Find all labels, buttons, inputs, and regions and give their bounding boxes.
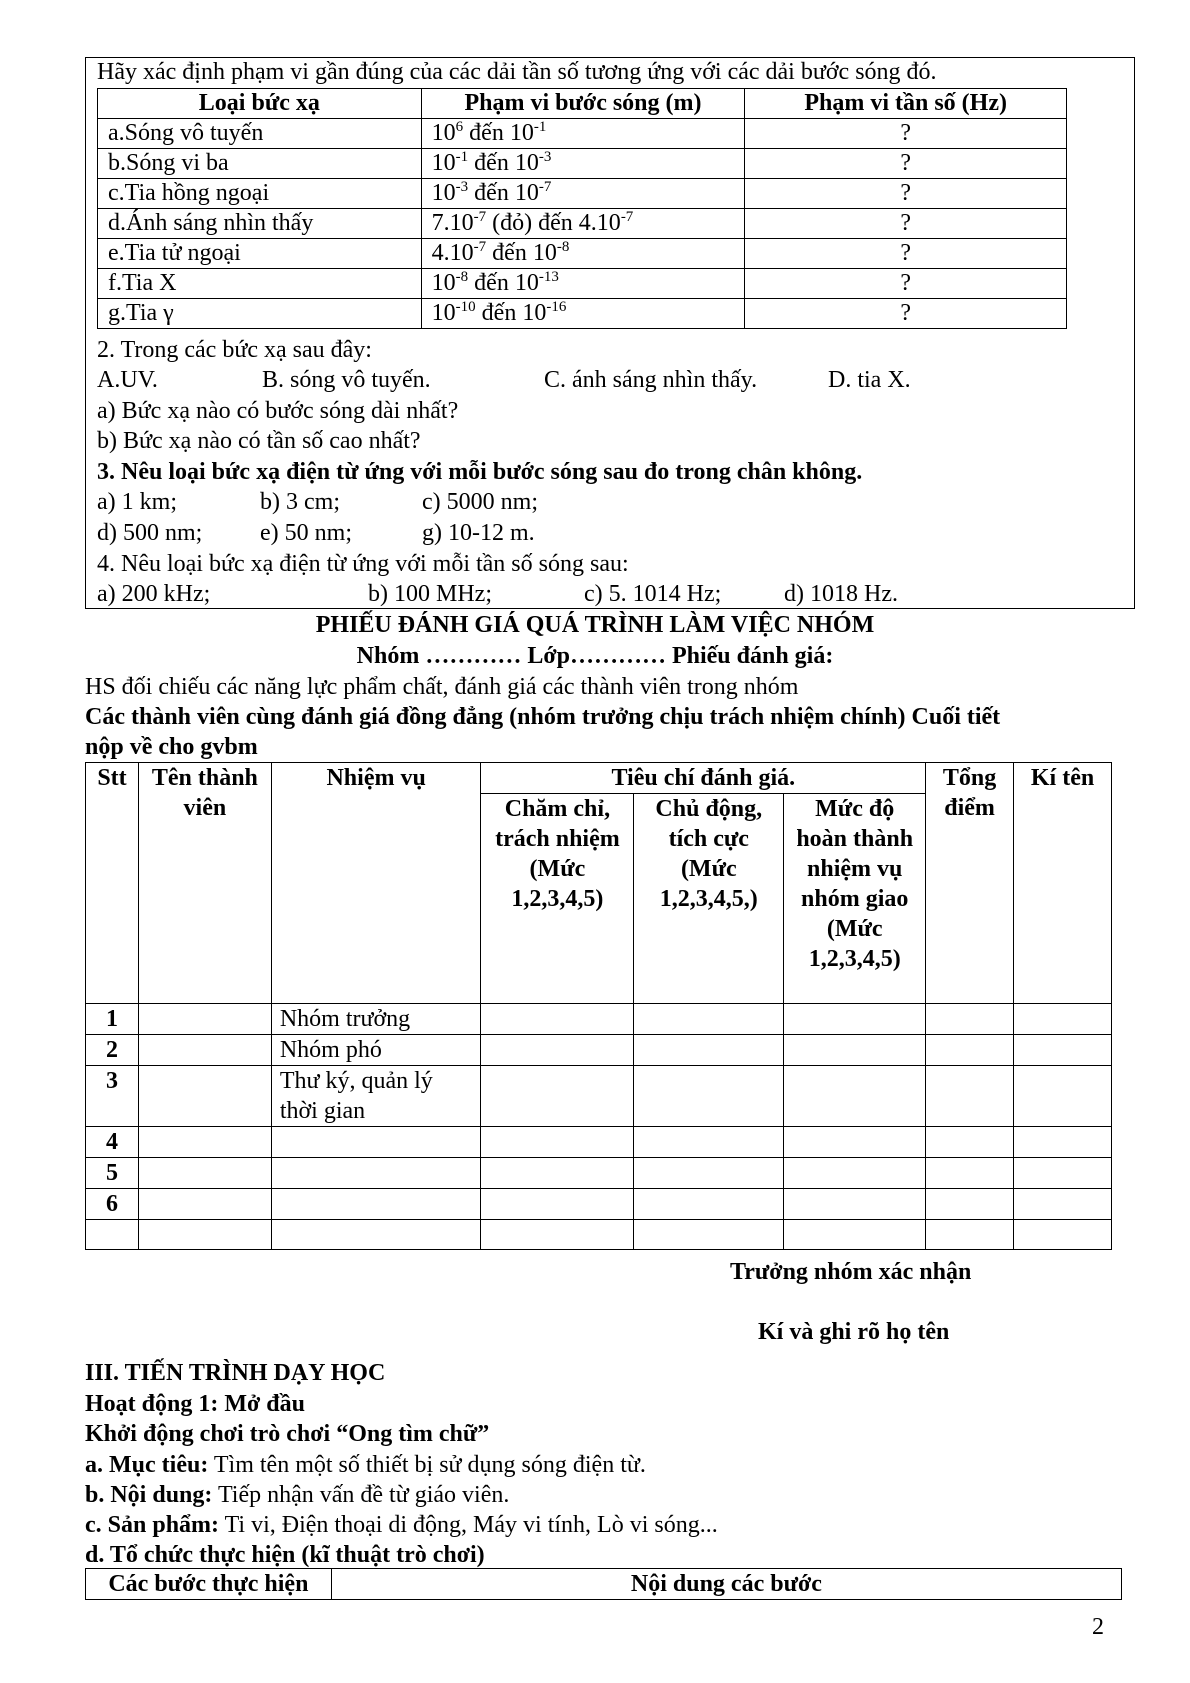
frequency-range: ? [745,179,1067,209]
wavelength-end-exp: -13 [538,269,559,285]
task-cell: Nhóm phó [271,1035,481,1066]
q3-g: g) 10-12 m. [422,520,535,546]
product-label: c. Sản phẩm: [85,1512,220,1538]
evaluation-row [86,1127,1112,1158]
wavelength-start: 10 [431,120,456,146]
member-name-cell[interactable] [138,1035,271,1066]
radiation-type: g.Tia γ [98,299,422,329]
initiative-score-cell[interactable] [634,1066,784,1127]
col-header-diligence: Chăm chỉ, trách nhiệm (Mức 1,2,3,4,5) [481,794,634,1004]
leader-confirm: Trưởng nhóm xác nhận [730,1259,972,1285]
q4-a: a) 200 kHz; [97,581,211,607]
wavelength-mid: (đỏ) đến 4.10 [486,210,621,236]
wavelength-range [421,239,745,269]
col-header-member-name: Tên thành viên [138,763,271,1004]
frequency-range: ? [745,119,1067,149]
completion-score-cell[interactable] [784,1035,926,1066]
organization-title: d. Tổ chức thực hiện (kĩ thuật trò chơi) [85,1542,485,1568]
col-header-sign: Kí tên [1014,763,1112,1004]
wavelength-end-exp: -7 [620,209,634,225]
total-score-cell[interactable] [926,1035,1014,1066]
wavelength-start: 10 [431,150,456,176]
total-score-cell[interactable] [926,1220,1014,1250]
wavelength-start-exp: 6 [455,119,464,135]
eval-note-2-line-1: Các thành viên cùng đánh giá đồng đẳng (nhóm trưởng chịu trách nhiệm chính) Cuối tiết [85,704,1001,730]
col-header-total: Tổng điểm [926,763,1014,1004]
frequency-range: ? [745,149,1067,179]
q3-title: 3. Nêu loại bức xạ điện từ ứng với mỗi bước sóng sau đo trong chân không. [97,459,863,485]
col-header-frequency: Phạm vi tần số (Hz) [745,89,1067,119]
frequency-range: ? [745,239,1067,269]
initiative-score-cell[interactable] [634,1220,784,1250]
signature-cell[interactable] [1014,1189,1112,1220]
evaluation-row [86,1220,1112,1250]
q3-b: b) 3 cm; [260,489,340,515]
signature-cell[interactable] [1014,1066,1112,1127]
wavelength-end-exp: -1 [533,119,547,135]
total-score-cell[interactable] [926,1189,1014,1220]
radiation-type: e.Tia tử ngoại [98,239,422,269]
wavelength-start-exp: -1 [455,149,469,165]
content-label: b. Nội dung: [85,1482,213,1508]
radiation-type: d.Ánh sáng nhìn thấy [98,209,422,239]
task-cell [271,1189,481,1220]
q3-c: c) 5000 nm; [422,489,538,515]
evaluation-row [86,1035,1112,1066]
diligence-score-cell[interactable] [481,1189,634,1220]
wavelength-end-exp: -16 [546,299,567,315]
wavelength-range [421,149,745,179]
member-name-cell[interactable] [138,1158,271,1189]
row-stt: 4 [86,1127,139,1158]
row-stt [86,1220,139,1250]
diligence-score-cell[interactable] [481,1127,634,1158]
content-line [85,1480,509,1510]
col-header-initiative: Chủ động, tích cực (Mức 1,2,3,4,5,) [634,794,784,1004]
evaluation-row [86,1158,1112,1189]
wavelength-start-exp: -3 [455,179,469,195]
evaluation-row [86,1004,1112,1035]
row-stt: 1 [86,1004,139,1035]
radiation-type: c.Tia hồng ngoại [98,179,422,209]
wavelength-range [421,119,745,149]
wave-table-row [98,179,1067,209]
wavelength-mid: đến 10 [468,270,539,296]
product-text: Ti vi, Điện thoại di động, Máy vi tính, Lò vi sóng... [219,1512,718,1538]
evaluation-row [86,1189,1112,1220]
wavelength-mid: đến 10 [475,300,547,326]
wavelength-start-exp: -8 [455,269,469,285]
intro-text: Hãy xác định phạm vi gần đúng của các dải tần số tương ứng với các dải bước sóng đó. [97,59,937,85]
radiation-type: b.Sóng vi ba [98,149,422,179]
wave-table-row [98,299,1067,329]
q2-opt-b: B. sóng vô tuyến. [262,367,431,393]
task-cell [271,1220,481,1250]
wave-table-row [98,209,1067,239]
member-name-cell[interactable] [138,1127,271,1158]
col-header-wavelength: Phạm vi bước sóng (m) [421,89,745,119]
wave-table-row [98,269,1067,299]
diligence-score-cell[interactable] [481,1220,634,1250]
wavelength-range [421,179,745,209]
radiation-type: f.Tia X [98,269,422,299]
radiation-type: a.Sóng vô tuyến [98,119,422,149]
objective-line [85,1450,646,1480]
member-name-cell[interactable] [138,1189,271,1220]
task-cell [271,1158,481,1189]
wavelength-range [421,269,745,299]
diligence-score-cell[interactable] [481,1158,634,1189]
q2-opt-a: A.UV. [97,367,158,393]
wave-table-header [98,89,1067,119]
member-name-cell[interactable] [138,1004,271,1035]
initiative-score-cell[interactable] [634,1158,784,1189]
q2-sub-a: a) Bức xạ nào có bước sóng dài nhất? [97,398,459,424]
diligence-score-cell[interactable] [481,1066,634,1127]
eval-subtitle: Nhóm ………… Lớp………… Phiếu đánh giá: [356,643,834,669]
completion-score-cell[interactable] [784,1127,926,1158]
wave-table-row [98,239,1067,269]
wavelength-mid: đến 10 [463,120,534,146]
member-name-cell[interactable] [138,1066,271,1127]
task-cell: Thư ký, quản lý thời gian [271,1066,481,1127]
frequency-range: ? [745,269,1067,299]
completion-score-cell[interactable] [784,1004,926,1035]
product-line [85,1510,718,1540]
signature-cell[interactable] [1014,1035,1112,1066]
objective-label: a. Mục tiêu: [85,1452,209,1478]
col-header-type: Loại bức xạ [98,89,422,119]
eval-title: PHIẾU ĐÁNH GIÁ QUÁ TRÌNH LÀM VIỆC NHÓM [315,612,875,638]
wavelength-mid: đến 10 [468,180,539,206]
q2-opt-c: C. ánh sáng nhìn thấy. [544,367,758,393]
row-stt: 3 [86,1066,139,1127]
q4-d: d) 1018 Hz. [784,581,898,607]
wavelength-mid: đến 10 [486,240,557,266]
q3-e: e) 50 nm; [260,520,352,546]
col-header-criteria: Tiêu chí đánh giá. [481,763,926,794]
signature-cell[interactable] [1014,1158,1112,1189]
wave-table-row [98,119,1067,149]
wavelength-start: 7.10 [431,210,474,236]
signature-cell[interactable] [1014,1127,1112,1158]
q4-c: c) 5. 1014 Hz; [584,581,722,607]
total-score-cell[interactable] [926,1158,1014,1189]
col-header-task: Nhiệm vụ [271,763,481,1004]
task-cell [271,1127,481,1158]
signature-cell[interactable] [1014,1220,1112,1250]
frequency-range: ? [745,299,1067,329]
wavelength-start: 4.10 [431,240,474,266]
steps-table [85,1568,1122,1600]
wavelength-range [421,299,745,329]
completion-score-cell[interactable] [784,1220,926,1250]
wave-table [97,88,1067,329]
objective-text: Tìm tên một số thiết bị sử dụng sóng điện từ. [208,1452,646,1478]
leader-sign-note: Kí và ghi rõ họ tên [758,1319,950,1345]
q3-d: d) 500 nm; [97,520,203,546]
task-cell: Nhóm trưởng [271,1004,481,1035]
initiative-score-cell[interactable] [634,1127,784,1158]
col-header-step-content: Nội dung các bước [331,1569,1121,1600]
q2-opt-d: D. tia X. [828,367,911,393]
initiative-score-cell[interactable] [634,1189,784,1220]
evaluation-table [85,762,1112,1250]
q4-title: 4. Nêu loại bức xạ điện từ ứng với mỗi tần số sóng sau: [97,551,629,577]
activity-1-title: Hoạt động 1: Mở đầu [85,1391,305,1417]
diligence-score-cell[interactable] [481,1035,634,1066]
row-stt: 5 [86,1158,139,1189]
row-stt: 2 [86,1035,139,1066]
wave-table-row [98,149,1067,179]
completion-score-cell[interactable] [784,1189,926,1220]
diligence-score-cell[interactable] [481,1004,634,1035]
frequency-range: ? [745,209,1067,239]
row-stt: 6 [86,1189,139,1220]
wavelength-end-exp: -8 [556,239,570,255]
wavelength-start-exp: -7 [473,209,487,225]
section-3-title: III. TIẾN TRÌNH DẠY HỌC [85,1360,386,1386]
game-title: Khởi động chơi trò chơi “Ong tìm chữ” [85,1421,490,1447]
wavelength-end-exp: -7 [538,179,552,195]
signature-cell[interactable] [1014,1004,1112,1035]
wavelength-start-exp: -7 [473,239,487,255]
initiative-score-cell[interactable] [634,1004,784,1035]
wavelength-mid: đến 10 [468,150,539,176]
completion-score-cell[interactable] [784,1158,926,1189]
total-score-cell[interactable] [926,1127,1014,1158]
wavelength-start: 10 [431,270,456,296]
q2-sub-b: b) Bức xạ nào có tần số cao nhất? [97,428,421,454]
eval-note-1: HS đối chiếu các năng lực phẩm chất, đánh giá các thành viên trong nhóm [85,674,799,700]
col-header-stt: Stt [86,763,139,1004]
wavelength-start: 10 [431,300,456,326]
initiative-score-cell[interactable] [634,1035,784,1066]
eval-note-2-line-2: nộp về cho gvbm [85,734,258,760]
q3-a: a) 1 km; [97,489,177,515]
col-header-completion: Mức độ hoàn thành nhiệm vụ nhóm giao (Mức 1,2,3,4,5) [784,794,926,1004]
wavelength-end-exp: -3 [538,149,552,165]
completion-score-cell[interactable] [784,1066,926,1127]
wavelength-range [421,209,745,239]
total-score-cell[interactable] [926,1004,1014,1035]
page-number: 2 [1092,1614,1104,1640]
content-text: Tiếp nhận vấn đề từ giáo viên. [212,1482,510,1508]
member-name-cell[interactable] [138,1220,271,1250]
col-header-steps: Các bước thực hiện [86,1569,332,1600]
q4-b: b) 100 MHz; [368,581,492,607]
wavelength-start: 10 [431,180,456,206]
wavelength-start-exp: -10 [455,299,476,315]
q2-title: 2. Trong các bức xạ sau đây: [97,337,372,363]
total-score-cell[interactable] [926,1066,1014,1127]
evaluation-row [86,1066,1112,1127]
